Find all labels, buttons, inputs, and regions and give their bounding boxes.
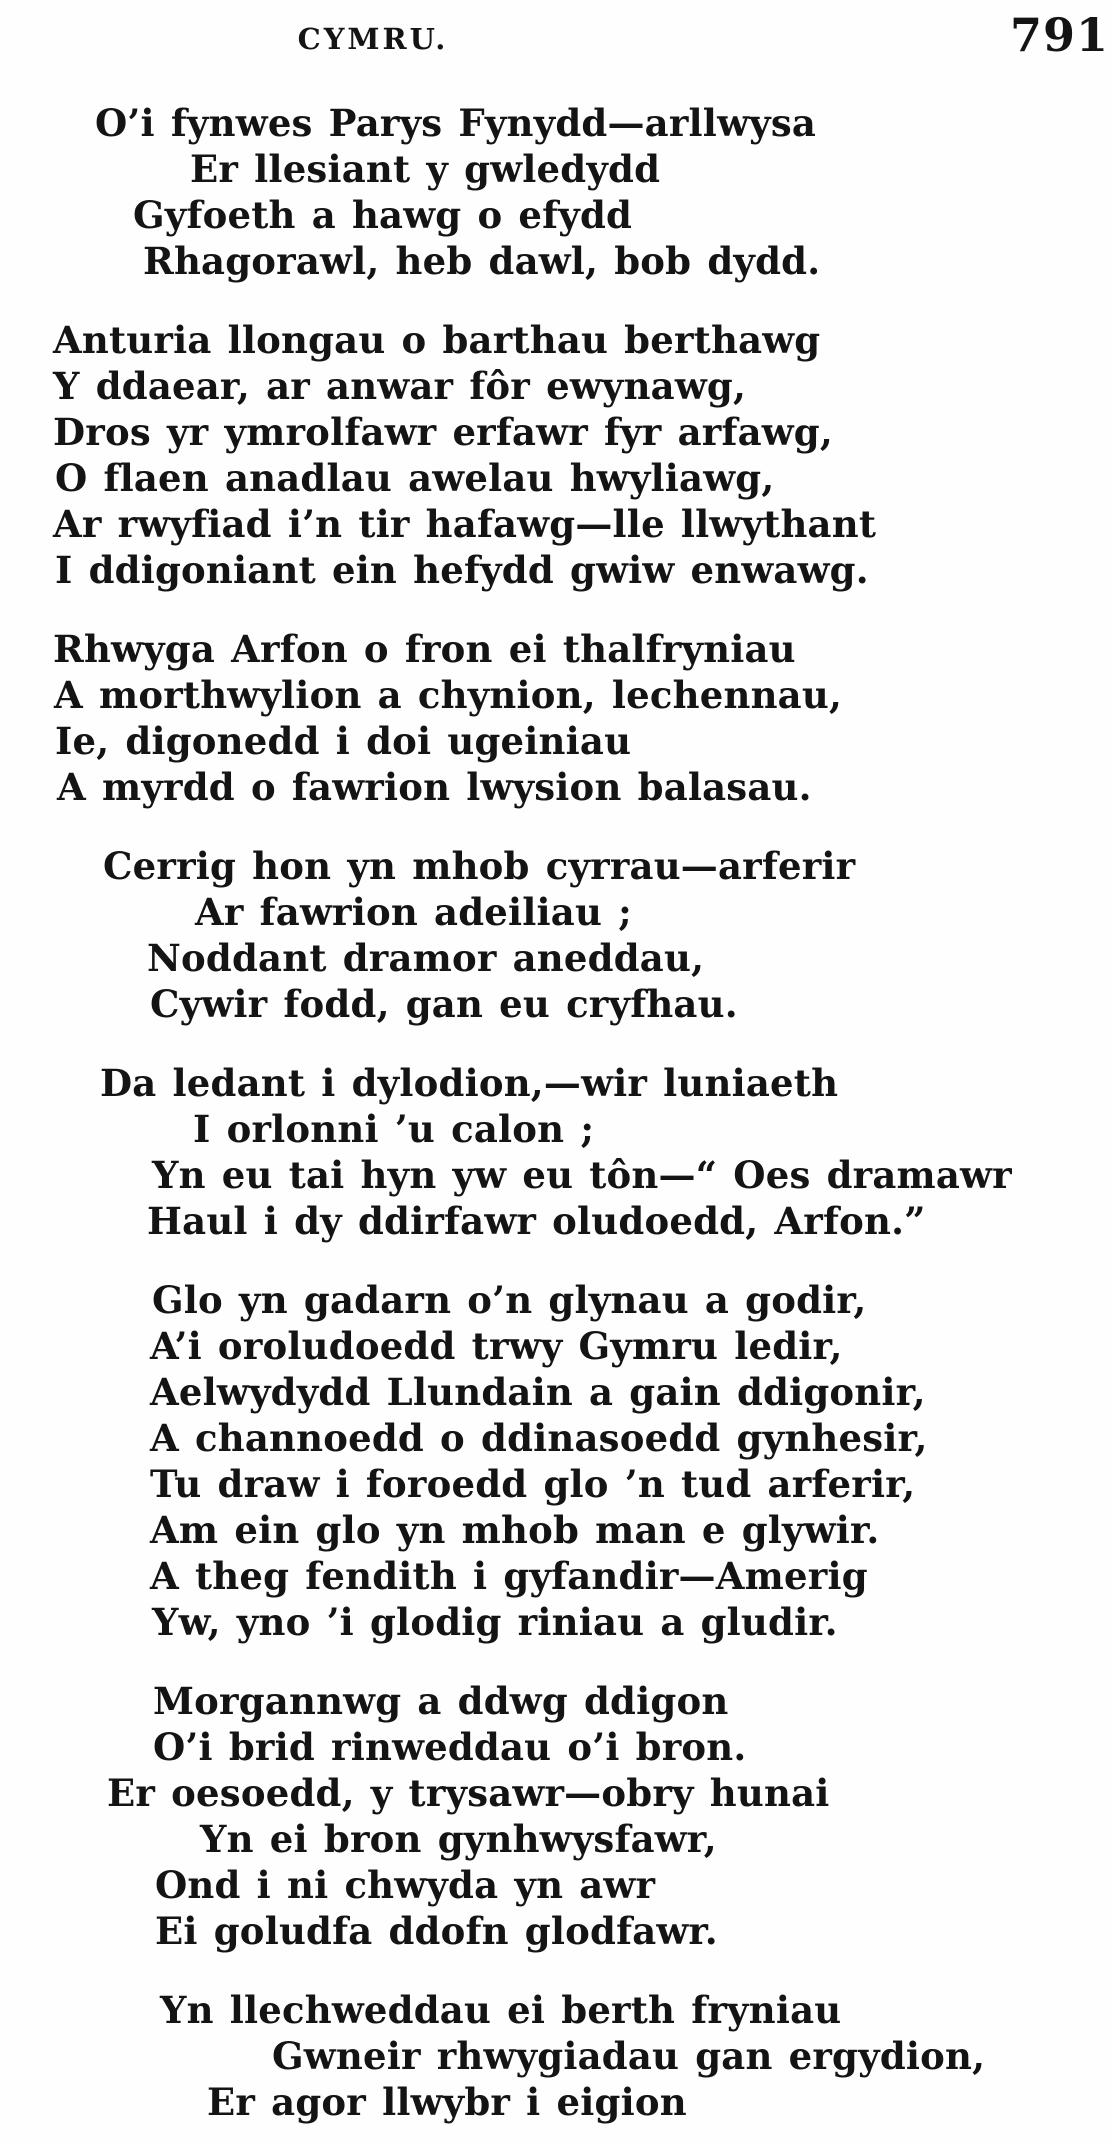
poem-line: I orlonni ’u calon ;: [193, 1107, 595, 1151]
poem: [0, 100, 1112, 2142]
stanza: [0, 1987, 1112, 2125]
poem-line: Er llesiant y gwledydd: [190, 147, 661, 191]
stanza: [0, 626, 1112, 810]
poem-line: Cywir fodd, gan eu cryfhau.: [150, 982, 738, 1026]
poem-line: Noddant dramor aneddau,: [147, 936, 705, 980]
poem-line: Glo yn gadarn o’n glynau a godir,: [152, 1278, 867, 1322]
poem-line: Aelwydydd Llundain a gain ddigonir,: [150, 1370, 926, 1414]
poem-line: Morgannwg a ddwg ddigon: [153, 1679, 729, 1723]
poem-line: I ddigoniant ein hefydd gwiw enwawg.: [55, 548, 869, 592]
poem-line: Ie, digonedd i doi ugeiniau: [55, 719, 632, 763]
poem-line: Er oesoedd, y trysawr—obry hunai: [107, 1771, 830, 1815]
poem-line: Er agor llwybr i eigion: [207, 2080, 687, 2124]
poem-line: Yw, yno ’i glodig riniau a gludir.: [152, 1600, 838, 1644]
poem-line: Ond i ni chwyda yn awr: [155, 1863, 656, 1907]
stanza: [0, 843, 1112, 1027]
poem-line: Yn llechweddau ei berth fryniau: [160, 1988, 842, 2032]
poem-line: A morthwylion a chynion, lechennau,: [54, 673, 843, 717]
poem-line: O’i brid rinweddau o’i bron.: [153, 1725, 747, 1769]
poem-line: Ar rwyfiad i’n tir hafawg—lle llwythant: [53, 502, 877, 546]
poem-line: A theg fendith i gyfandir—Amerig: [150, 1554, 868, 1598]
poem-line: Rhwyga Arfon o fron ei thalfryniau: [53, 627, 796, 671]
stanza: [0, 317, 1112, 593]
stanza: [0, 1060, 1112, 1244]
poem-line: O flaen anadlau awelau hwyliawg,: [55, 456, 775, 500]
poem-line: Anturia llongau o barthau berthawg: [53, 318, 821, 362]
poem-line: Gyfoeth a hawg o efydd: [133, 193, 633, 237]
poem-line: Da ledant i dylodion,—wir luniaeth: [100, 1061, 839, 1105]
poem-line: Dros yr ymrolfawr erfawr fyr arfawg,: [53, 410, 833, 454]
poem-line: Ei goludfa ddofn glodfawr.: [155, 1909, 718, 1953]
poem-line: Am ein glo yn mhob man e glywir.: [150, 1508, 880, 1552]
poem-line: Gwneir rhwygiadau gan ergydion,: [272, 2034, 986, 2078]
poem-line: Y ddaear, ar anwar fôr ewynawg,: [53, 364, 747, 408]
poem-line: O’i fynwes Parys Fynydd—arllwysa: [95, 101, 817, 145]
poem-line: A channoedd o ddinasoedd gynhesir,: [150, 1416, 928, 1460]
stanza: [0, 100, 1112, 284]
poem-line: Yn ei bron gynhwysfawr,: [200, 1817, 717, 1861]
stanza: [0, 1277, 1112, 1645]
poem-line: Tu draw i foroedd glo ’n tud arferir,: [150, 1462, 916, 1506]
poem-line: A myrdd o fawrion lwysion balasau.: [57, 765, 812, 809]
poem-line: Cerrig hon yn mhob cyrrau—arferir: [103, 844, 856, 888]
poem-line: Yn eu tai hyn yw eu tôn—“ Oes dramawr: [152, 1153, 1012, 1197]
poem-line: Rhagorawl, heb dawl, bob dydd.: [143, 239, 821, 283]
running-head-title: CYMRU.: [297, 22, 449, 56]
poem-line: Haul i dy ddirfawr oludoedd, Arfon.”: [147, 1199, 926, 1243]
page-number: 791: [1010, 8, 1110, 62]
stanza: [0, 1678, 1112, 1954]
poem-line: Ar fawrion adeiliau ;: [195, 890, 633, 934]
poem-line: A’i oroludoedd trwy Gymru ledir,: [150, 1324, 843, 1368]
